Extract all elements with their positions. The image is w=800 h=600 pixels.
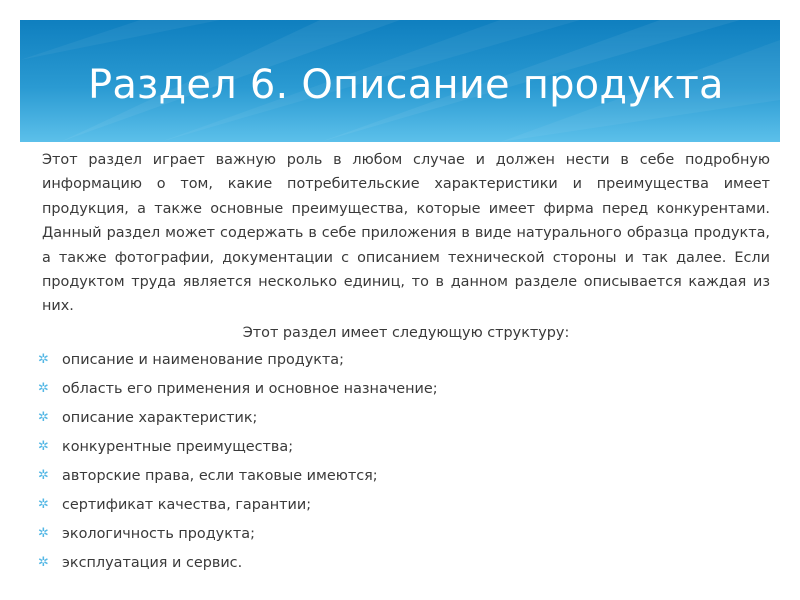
title-banner — [20, 20, 780, 142]
structure-list — [38, 348, 770, 575]
list-item: ✲ область его применения и основное назначение; — [38, 377, 770, 401]
star-bullet-icon: ✲ — [38, 352, 49, 368]
star-bullet-icon: ✲ — [38, 381, 49, 397]
star-bullet-icon: ✲ — [38, 410, 49, 426]
slide-title: Раздел 6. Описание продукта — [88, 62, 724, 108]
star-bullet-icon: ✲ — [38, 525, 49, 541]
star-bullet-icon: ✲ — [38, 496, 49, 512]
intro-paragraph: Этот раздел играет важную роль в любом случае и должен нести в себе подробную информацию о том, какие потребительские характеристики и преимущества имеет продукция, а также основные преимущества, которые имеет фирма перед конкурентами. Данный раздел может содержать в себе приложения в виде натурального образца продукта, а также фотографии, документации с описанием технической стороны и так далее. Если продуктом труда является несколько единиц, то в данном разделе описывается каждая из них. — [42, 152, 770, 315]
list-item: ✲ экологичность продукта; — [38, 522, 770, 546]
list-item: ✲ описание характеристик; — [38, 406, 770, 430]
list-item: ✲ конкурентные преимущества; — [38, 435, 770, 459]
list-item: ✲ сертификат качества, гарантии; — [38, 493, 770, 517]
star-bullet-icon: ✲ — [38, 467, 49, 483]
list-item: ✲ эксплуатация и сервис. — [38, 551, 770, 575]
slide-content — [38, 148, 770, 580]
list-item: ✲ описание и наименование продукта; — [38, 348, 770, 372]
star-bullet-icon: ✲ — [38, 554, 49, 570]
star-bullet-icon: ✲ — [38, 438, 49, 454]
structure-heading: Этот раздел имеет следующую структуру: — [242, 324, 570, 341]
list-item: ✲ авторские права, если таковые имеются; — [38, 464, 770, 488]
